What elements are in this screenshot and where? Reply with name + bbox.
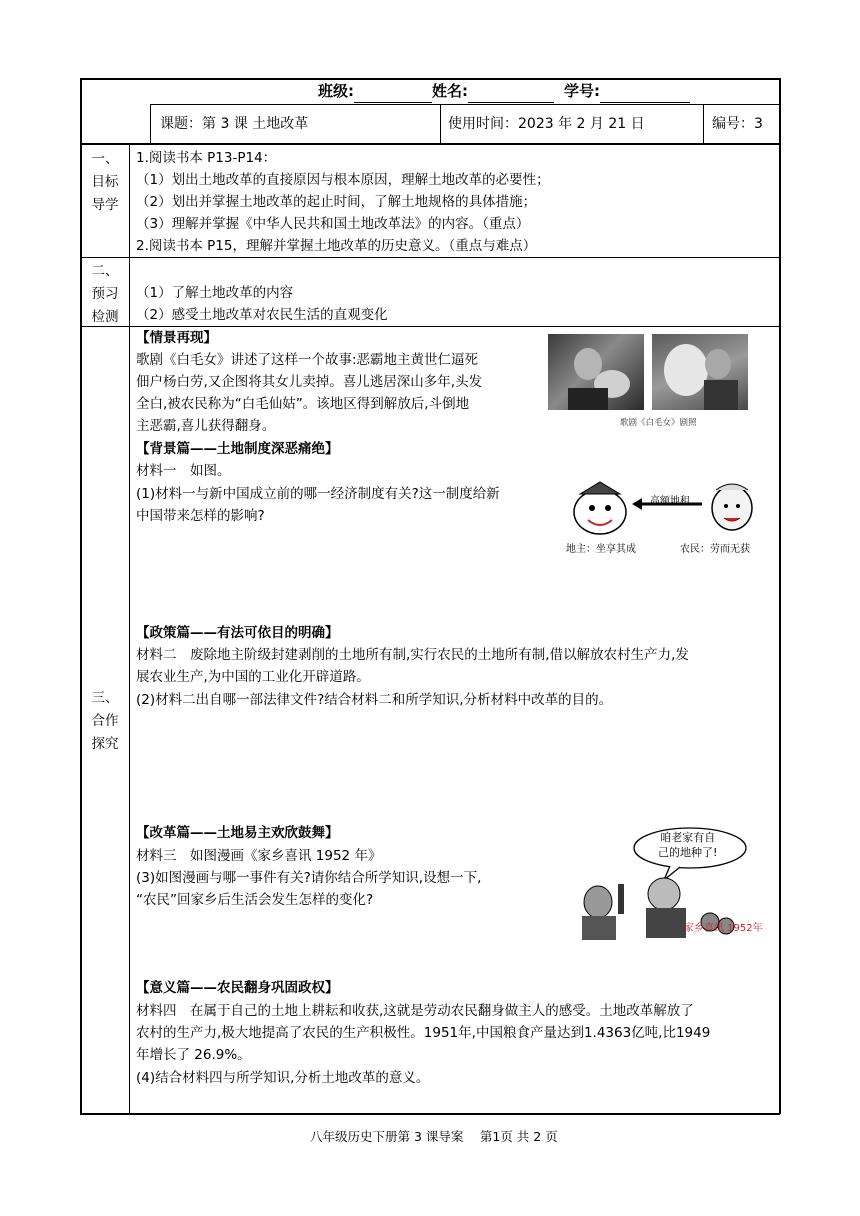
student-id-label: 学号: bbox=[564, 82, 600, 100]
landlord-caption: 地主：坐享其成 bbox=[566, 544, 636, 555]
peasant-caption: 农民：劳而无获 bbox=[680, 544, 750, 555]
doc-number: 编号：3 bbox=[712, 116, 763, 132]
cartoon-speech: 咱老家有自 己的地种了! bbox=[658, 831, 718, 859]
section-1-label: 一、 目标 导学 bbox=[91, 151, 119, 213]
high-rent-label: 高额地租 bbox=[650, 496, 690, 507]
policy-title: 【政策篇——有法可依目的明确】 bbox=[136, 625, 339, 641]
background-title: 【背景篇——土地制度深恶痛绝】 bbox=[136, 441, 339, 457]
reform-title: 【改革篇——土地易主欢欣鼓舞】 bbox=[136, 825, 339, 841]
section-3-label: 三、 合作 探究 bbox=[91, 690, 119, 752]
opera-photo-left bbox=[548, 334, 644, 410]
cartoon-caption: 家乡喜讯 1952年 bbox=[684, 923, 763, 934]
scene-title: 【情景再现】 bbox=[136, 330, 217, 346]
page-footer: 八年级历史下册第 3 课导案 第1页 共 2 页 bbox=[310, 1129, 558, 1144]
class-label: 班级: bbox=[318, 82, 354, 100]
landlord-peasant-cartoon bbox=[566, 478, 766, 538]
section-2-label: 二、 预习 检测 bbox=[91, 263, 119, 325]
opera-photo-right bbox=[652, 334, 748, 410]
photo-caption: 歌剧《白毛女》剧照 bbox=[620, 418, 697, 428]
name-label: 姓名: bbox=[432, 82, 468, 100]
landlord-peasant-drawing bbox=[566, 478, 766, 538]
use-time: 使用时间：2023 年 2 月 21 日 bbox=[448, 116, 645, 132]
lesson-topic: 课题：第 3 课 土地改革 bbox=[160, 116, 309, 132]
student-id-field[interactable] bbox=[600, 84, 690, 103]
name-field[interactable] bbox=[468, 84, 554, 103]
student-info-line bbox=[318, 80, 690, 103]
class-field[interactable] bbox=[354, 84, 432, 103]
meaning-title: 【意义篇——农民翻身巩固政权】 bbox=[136, 980, 339, 996]
